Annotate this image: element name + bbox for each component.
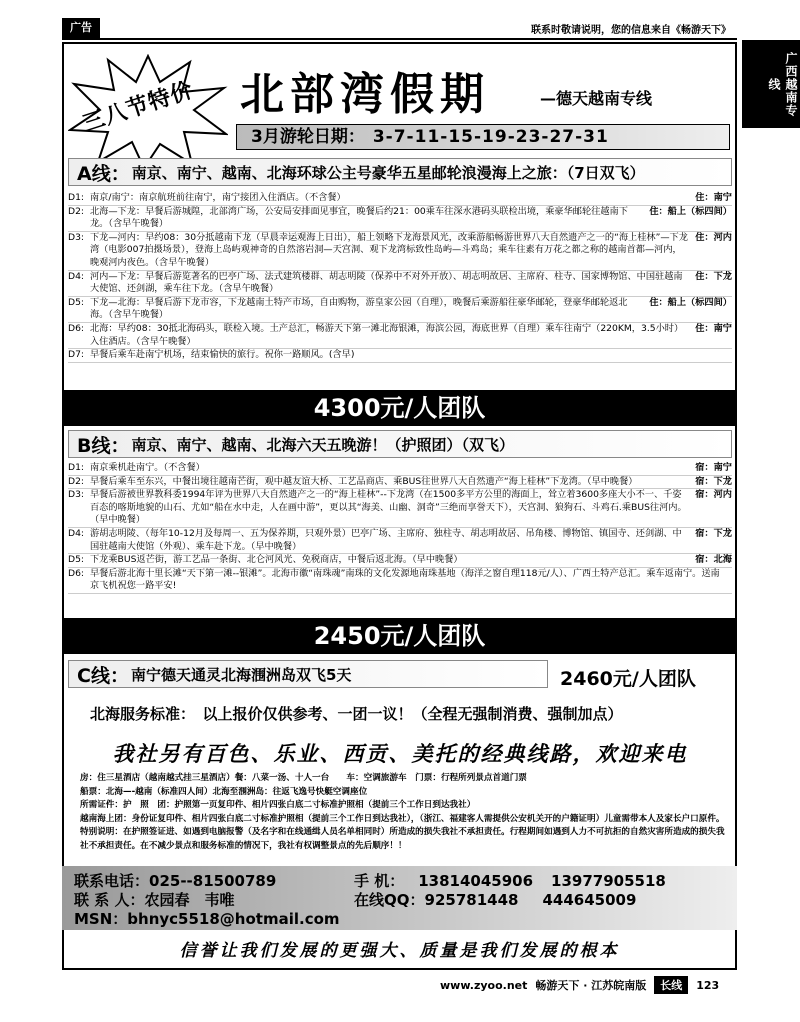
itinerary-row	[68, 554, 732, 568]
phone-number: 025--81500789	[149, 872, 277, 890]
day-description: 北海：早约08：30抵北海码头，联检入境。土产总汇，畅游天下第一滩北海银滩，海滨公园，海底世界（自理）乘车往南宁（220KM，3.5小时）入住酒店。（含早午晚餐）	[90, 322, 684, 347]
page-footer	[440, 976, 719, 994]
itinerary-row	[68, 206, 732, 232]
line-b-letter: B线：	[77, 434, 130, 457]
day-description: 南京乘机赴南宁。（不含餐）	[90, 462, 205, 473]
day-label: D1:	[68, 462, 85, 473]
day-description: 下龙—河内：早约08：30分抵越南下龙（早晨幸运观海上日出），船上领略下龙海景风光，改乘游船畅游世界八大自然遗产之一的“海上桂林”—下龙湾（电影007拍摄场景），登海上岛屿观神奇的自然溶岩洞—天宫洞、观下龙湾标致性岛屿—斗鸡岛；乘车往素有万花之都之称的越南首都—河内，晚观河内夜色。（含早午晚餐）	[90, 231, 688, 268]
day-lodging: 住：南宁	[695, 322, 732, 334]
line-a-title: 南京、南宁、越南、北海环球公主号豪华五星邮轮浪漫海上之旅：（7日双飞）	[131, 163, 645, 182]
phone-row	[74, 870, 276, 891]
phone-label: 联系电话：	[74, 872, 150, 890]
line-a-itinerary	[68, 192, 732, 363]
day-lodging: 住：下龙	[695, 270, 732, 282]
promo-line: 我社另有百色、乐业、西贡、美托的经典线路，欢迎来电	[112, 741, 688, 766]
day-label: D5:	[68, 296, 85, 308]
header-note: 联系时敬请说明，您的信息来自《畅游天下》	[531, 24, 731, 36]
line-c-letter: C线：	[77, 664, 129, 687]
ad-tag: 广告	[62, 18, 100, 38]
day-description: 南京/南宁：南京航班前往南宁，南宁接团入住酒店。（不含餐）	[90, 192, 346, 203]
contact-panel	[62, 866, 737, 930]
day-label: D5:	[68, 554, 85, 566]
day-label: D2:	[68, 205, 85, 217]
day-lodging	[726, 349, 732, 362]
notes-block	[80, 772, 726, 853]
motto: 信誉让我们发展的更强大、质量是我们发展的根本	[179, 941, 620, 961]
mobile-number: 13977905518	[551, 872, 666, 890]
note-item: 越南海上团：身份证复印件、相片四张白底二寸标准护照相（提前三个工作日到达我社），（浙江、福建客人需提供公安机关开的户籍证明）儿童需带本人及家长户口原件。	[80, 813, 725, 824]
footer-tag: 长线	[654, 976, 688, 994]
qq-label: 在线QQ：	[354, 891, 425, 909]
page-number: 123	[696, 978, 720, 992]
page-subtitle: —德天越南专线	[540, 89, 653, 108]
line-a-letter: A线：	[77, 162, 130, 185]
day-label: D3:	[68, 489, 85, 501]
itinerary-row	[68, 349, 732, 363]
note-item: 房：住三星酒店（越南越式挂三星酒店）餐：八菜一汤、十人一台 车：空调旅游车 门票：行程所列景点首道门票	[80, 773, 527, 783]
itinerary-row	[68, 489, 732, 528]
line-b-itinerary	[68, 462, 732, 594]
itinerary-row	[68, 323, 732, 349]
qq-row	[354, 889, 636, 910]
side-tab: 广西越南专线	[742, 40, 800, 128]
day-lodging: 住：河内	[695, 231, 732, 243]
day-lodging: 住：船上（标四间）	[649, 205, 732, 217]
day-lodging	[726, 568, 732, 593]
itinerary-row	[68, 192, 732, 206]
day-label: D4:	[68, 270, 85, 282]
service-standard: 北海服务标准： 以上报价仅供参考、一团一议！（全程无强制消费、强制加点）	[90, 705, 623, 723]
itinerary-row	[68, 528, 732, 554]
day-description: 早餐后乘车至东兴，中餐出境往越南芒街，观中越友谊大桥、工艺品商店、乘BUS往世界八大自然遗产“海上桂林”下龙湾。（早中晚餐）	[90, 475, 638, 487]
footer-site[interactable]: www.zyoo.net	[440, 978, 528, 992]
day-label: D7:	[68, 349, 85, 361]
cruise-dates	[236, 124, 730, 150]
day-lodging: 宿：河内	[695, 489, 732, 501]
day-lodging: 住：船上（标四间）	[649, 296, 732, 308]
dates-label: 3月游轮日期：	[251, 127, 365, 147]
itinerary-row	[68, 568, 732, 594]
itinerary-row	[68, 476, 732, 490]
line-c-price: 2460元/人团队	[560, 668, 696, 690]
qq-number: 925781448	[424, 891, 519, 909]
msn-row	[74, 908, 340, 929]
day-lodging: 住：南宁	[695, 192, 732, 203]
note-item: 特别说明：在护照签证进、如遇到电脑报警（及名字和在线通缉人员名单相同时）所造成的损失我社不承担责任。行程期间如遇到人力不可抗拒的自然灾害所造成的损失我社不承担责任。在不减少景点和服务标准的情况下，我社有权调整景点的先后顺序！！	[80, 827, 725, 851]
msn-label: MSN：	[74, 910, 128, 928]
day-label: D6:	[68, 567, 85, 579]
person-label: 联 系 人：	[74, 891, 145, 909]
top-bar	[62, 18, 737, 40]
itinerary-row	[68, 297, 732, 323]
day-description: 下龙乘BUS返芒街，游工艺品一条街、北仑河风光、免税商店，中餐后返北海。（早中晚餐）	[90, 554, 463, 566]
qq-number: 444645009	[542, 891, 637, 909]
day-description: 游胡志明陵、（每年10-12月及每周一、五为保养期，只观外景）巴亭广场、主席府、独柱寺、胡志明故居、吊角楼、博物馆、镇国寺、还剑湖、中国驻越南大使馆（外观）、乘车赴下龙。（早中晚餐）	[90, 527, 682, 552]
day-label: D1:	[68, 192, 85, 203]
day-description: 下龙—北海：早餐后游下龙市容，下龙越南土特产市场，自由购物，游皇家公园（自理），晚餐后乘游船往豪华邮轮，登豪华邮轮返北海。（含早午晚餐）	[90, 296, 628, 321]
day-description: 早餐后乘车赴南宁机场，结束愉快的旅行。祝你一路顺风。(含早)	[90, 349, 355, 361]
note-item: 所需证件：护 照 团：护照第一页复印件、相片四张白底二寸标准护照相（提前三个工作日到达我社）	[80, 800, 476, 810]
line-b-price: 2450元/人团队	[62, 618, 737, 654]
day-lodging: 宿：下龙	[695, 527, 732, 539]
line-b-header	[68, 430, 732, 458]
day-label: D2:	[68, 475, 85, 487]
dates-value: 3-7-11-15-19-23-27-31	[372, 127, 609, 147]
day-description: 早餐后游被世界教科委1994年评为世界八大自然遗产之一的“海上桂林”--下龙湾（在1500多平方公里的海面上，耸立着3600多座大小不一、千姿百态的喀斯地貌的山石、尤如“船在水中走，人在画中游”，更以其“海美、山幽、洞奇”三绝而享誉天下），天宫洞、狼狗石、斗鸡石.乘BUS往河内。（早中晚餐）	[90, 489, 687, 526]
msn-address[interactable]: bhnyc5518@hotmail.com	[127, 910, 340, 928]
day-description: 河内—下龙：早餐后游览著名的巴亭广场、法式建筑楼群、胡志明陵（保养中不对外开放）、胡志明故居、主席府、柱寺、国家博物馆、中国驻越南大使馆、还剑湖，乘车往下龙。（含早午晚餐）	[90, 270, 683, 295]
mobile-label: 手 机：	[354, 872, 405, 890]
day-lodging: 宿：南宁	[695, 462, 732, 473]
contact-person: 农园春 韦唯	[144, 891, 235, 909]
day-lodging: 宿：北海	[695, 554, 732, 566]
mobile-number: 13814045906	[418, 872, 534, 890]
day-description: 北海—下龙：早餐后游城隍，北部湾广场，公安局安排面见事宜，晚餐后约21：00乘车往深水港码头联检出境，乘豪华邮轮往越南下龙。（含早午晚餐）	[90, 205, 628, 230]
line-a-price: 4300元/人团队	[62, 390, 737, 426]
day-lodging: 宿：下龙	[695, 475, 732, 487]
line-c-header	[68, 660, 548, 688]
line-c-title: 南宁德天通灵北海涠洲岛双飞5天	[130, 665, 352, 684]
line-a-header	[68, 158, 732, 186]
burst-label: 三八节特价	[79, 77, 197, 138]
day-label: D3:	[68, 231, 85, 243]
itinerary-row	[68, 271, 732, 297]
person-row	[74, 889, 234, 910]
itinerary-row	[68, 232, 732, 271]
page-title: 北部湾假期	[240, 69, 490, 120]
line-b-title: 南京、南宁、越南、北海六天五晚游！（护照团）（双飞）	[131, 435, 514, 454]
mobile-row	[354, 870, 666, 891]
day-label: D6:	[68, 322, 85, 334]
note-item: 船票：北海—-越南（标准四人间）北海至涠洲岛：往返飞逸号快艇空调座位	[80, 786, 368, 797]
day-label: D4:	[68, 527, 85, 539]
day-description: 早餐后游北海十里长滩“天下第一滩--银滩”。北海市徽“南珠魂”南珠的文化发源地南珠基地（海洋之窗自理118元/人）、广西土特产总汇。乘车返南宁。送南京飞机祝您一路平安!	[90, 567, 720, 592]
itinerary-row	[68, 462, 732, 476]
footer-publication: 畅游天下 · 江苏皖南版	[535, 979, 647, 992]
